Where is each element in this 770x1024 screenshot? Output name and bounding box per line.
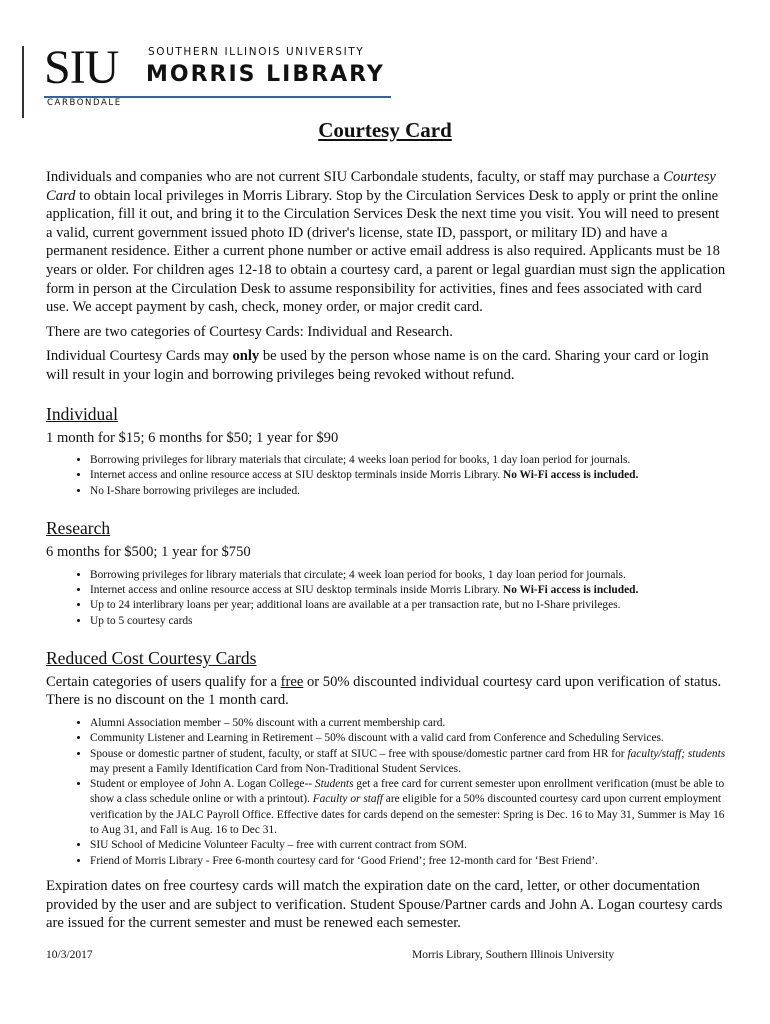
footer-organization: Morris Library, Southern Illinois University [412,949,615,961]
individual-prices: 1 month for $15; 6 months for $50; 1 year for $90 [46,429,339,446]
list-item: • Community Listener and Learning in Retirement – 50% discount with a valid card from Conference and Scheduling Services. [90,731,726,746]
list-item: • Borrowing privileges for library materials that circulate; 4 week loan period for books, 1 day loan period for journals. [90,568,726,583]
list-item: • Up to 24 interlibrary loans per year; additional loans are available at a per transaction rate, but no I-Share privileges. [90,598,726,613]
list-item: • Alumni Association member – 50% discount with a current membership card. [90,716,726,731]
expiration-paragraph: Expiration dates on free courtesy cards will match the expiration date on the card, letter, or other documentation provided by the user and are subject to verification. Student Spouse/Partner cards and John A. Logan courtesy cards are issued for the current semester and must be renewed each semester. [46,877,723,932]
categories-paragraph: There are two categories of Courtesy Cards: Individual and Research. [46,323,453,340]
research-benefits-list [46,568,726,629]
logo-university-name: SOUTHERN ILLINOIS UNIVERSITY [148,46,365,58]
sharing-policy-paragraph: Individual Courtesy Cards may only be used by the person whose name is on the card. Sharing your card or login will result in your login and borrowing privileges being revoked without refund. [46,348,709,383]
list-item: • Spouse or domestic partner of student, faculty, or staff at SIUC – free with spouse/domestic partner card from HR for faculty/staff; students may present a Family Identification Card from Non-Traditional Student Services. [90,747,726,778]
list-item: • Internet access and online resource access at SIU desktop terminals inside Morris Library. No Wi-Fi access is included. [90,468,726,483]
logo-city: CARBONDALE [47,98,122,108]
document-body [46,168,726,939]
list-item: • Up to 5 courtesy cards [90,614,726,629]
research-prices: 6 months for $500; 1 year for $750 [46,544,251,561]
reduced-cost-intro: Certain categories of users qualify for a free or 50% discounted individual courtesy card upon verification of status. There is no discount on the 1 month card. [46,673,722,709]
list-item: • Internet access and online resource access at SIU desktop terminals inside Morris Library. No Wi-Fi access is included. [90,583,726,598]
individual-benefits-list [46,453,726,499]
page-title: Courtesy Card [318,118,452,142]
research-heading: Research [46,518,111,539]
logo-siu-wordmark: SIU [44,41,119,94]
margin-rule [22,46,24,118]
logo-library-name: MORRIS LIBRARY [146,62,385,87]
reduced-cost-heading: Reduced Cost Courtesy Cards [46,647,257,668]
list-item: • Friend of Morris Library - Free 6-month courtesy card for ‘Good Friend’; free 12-month card for ‘Best Friend’. [90,854,726,869]
reduced-cost-list [46,716,726,869]
siu-morris-library-logo [44,41,394,108]
individual-heading: Individual [46,403,118,424]
footer-date: 10/3/2017 [46,949,93,961]
list-item: • SIU School of Medicine Volunteer Faculty – free with current contract from SOM. [90,838,726,853]
list-item: • Student or employee of John A. Logan College-- Students get a free card for current semester upon enrollment verification (must be able to show a class schedule online or with a printout). Faculty or staff are eligible for a 50% discounted courtesy card upon current employment verification by the JALC Payroll Office. Effective dates for cards depend on the semester: Spring is Dec. 16 to May 31, Summer is May 16 to Aug 31, and Fall is Aug. 16 to Dec 31. [90,777,726,838]
intro-paragraph: Individuals and companies who are not current SIU Carbondale students, faculty, or staff may purchase a Courtesy Card to obtain local privileges in Morris Library. Stop by the Circulation Services Desk to apply or print the online application, fill it out, and bring it to the Circulation Services Desk the next time you visit. You will need to present a valid, current government issued photo ID (driver's license, state ID, passport, or military ID) and have a permanent residence. Either a current phone number or active email address is also required. Applicants must be 18 years or older. For children ages 12-18 to obtain a courtesy card, a parent or legal guardian must sign the application form in person at the Circulation Desk to assume responsibility for activities, fines and fees associated with card use. We accept payment by cash, check, money order, or major credit card. [46,169,726,316]
list-item: • Borrowing privileges for library materials that circulate; 4 weeks loan period for books, 1 day loan period for journals. [90,453,726,468]
list-item: • No I-Share borrowing privileges are included. [90,484,726,499]
